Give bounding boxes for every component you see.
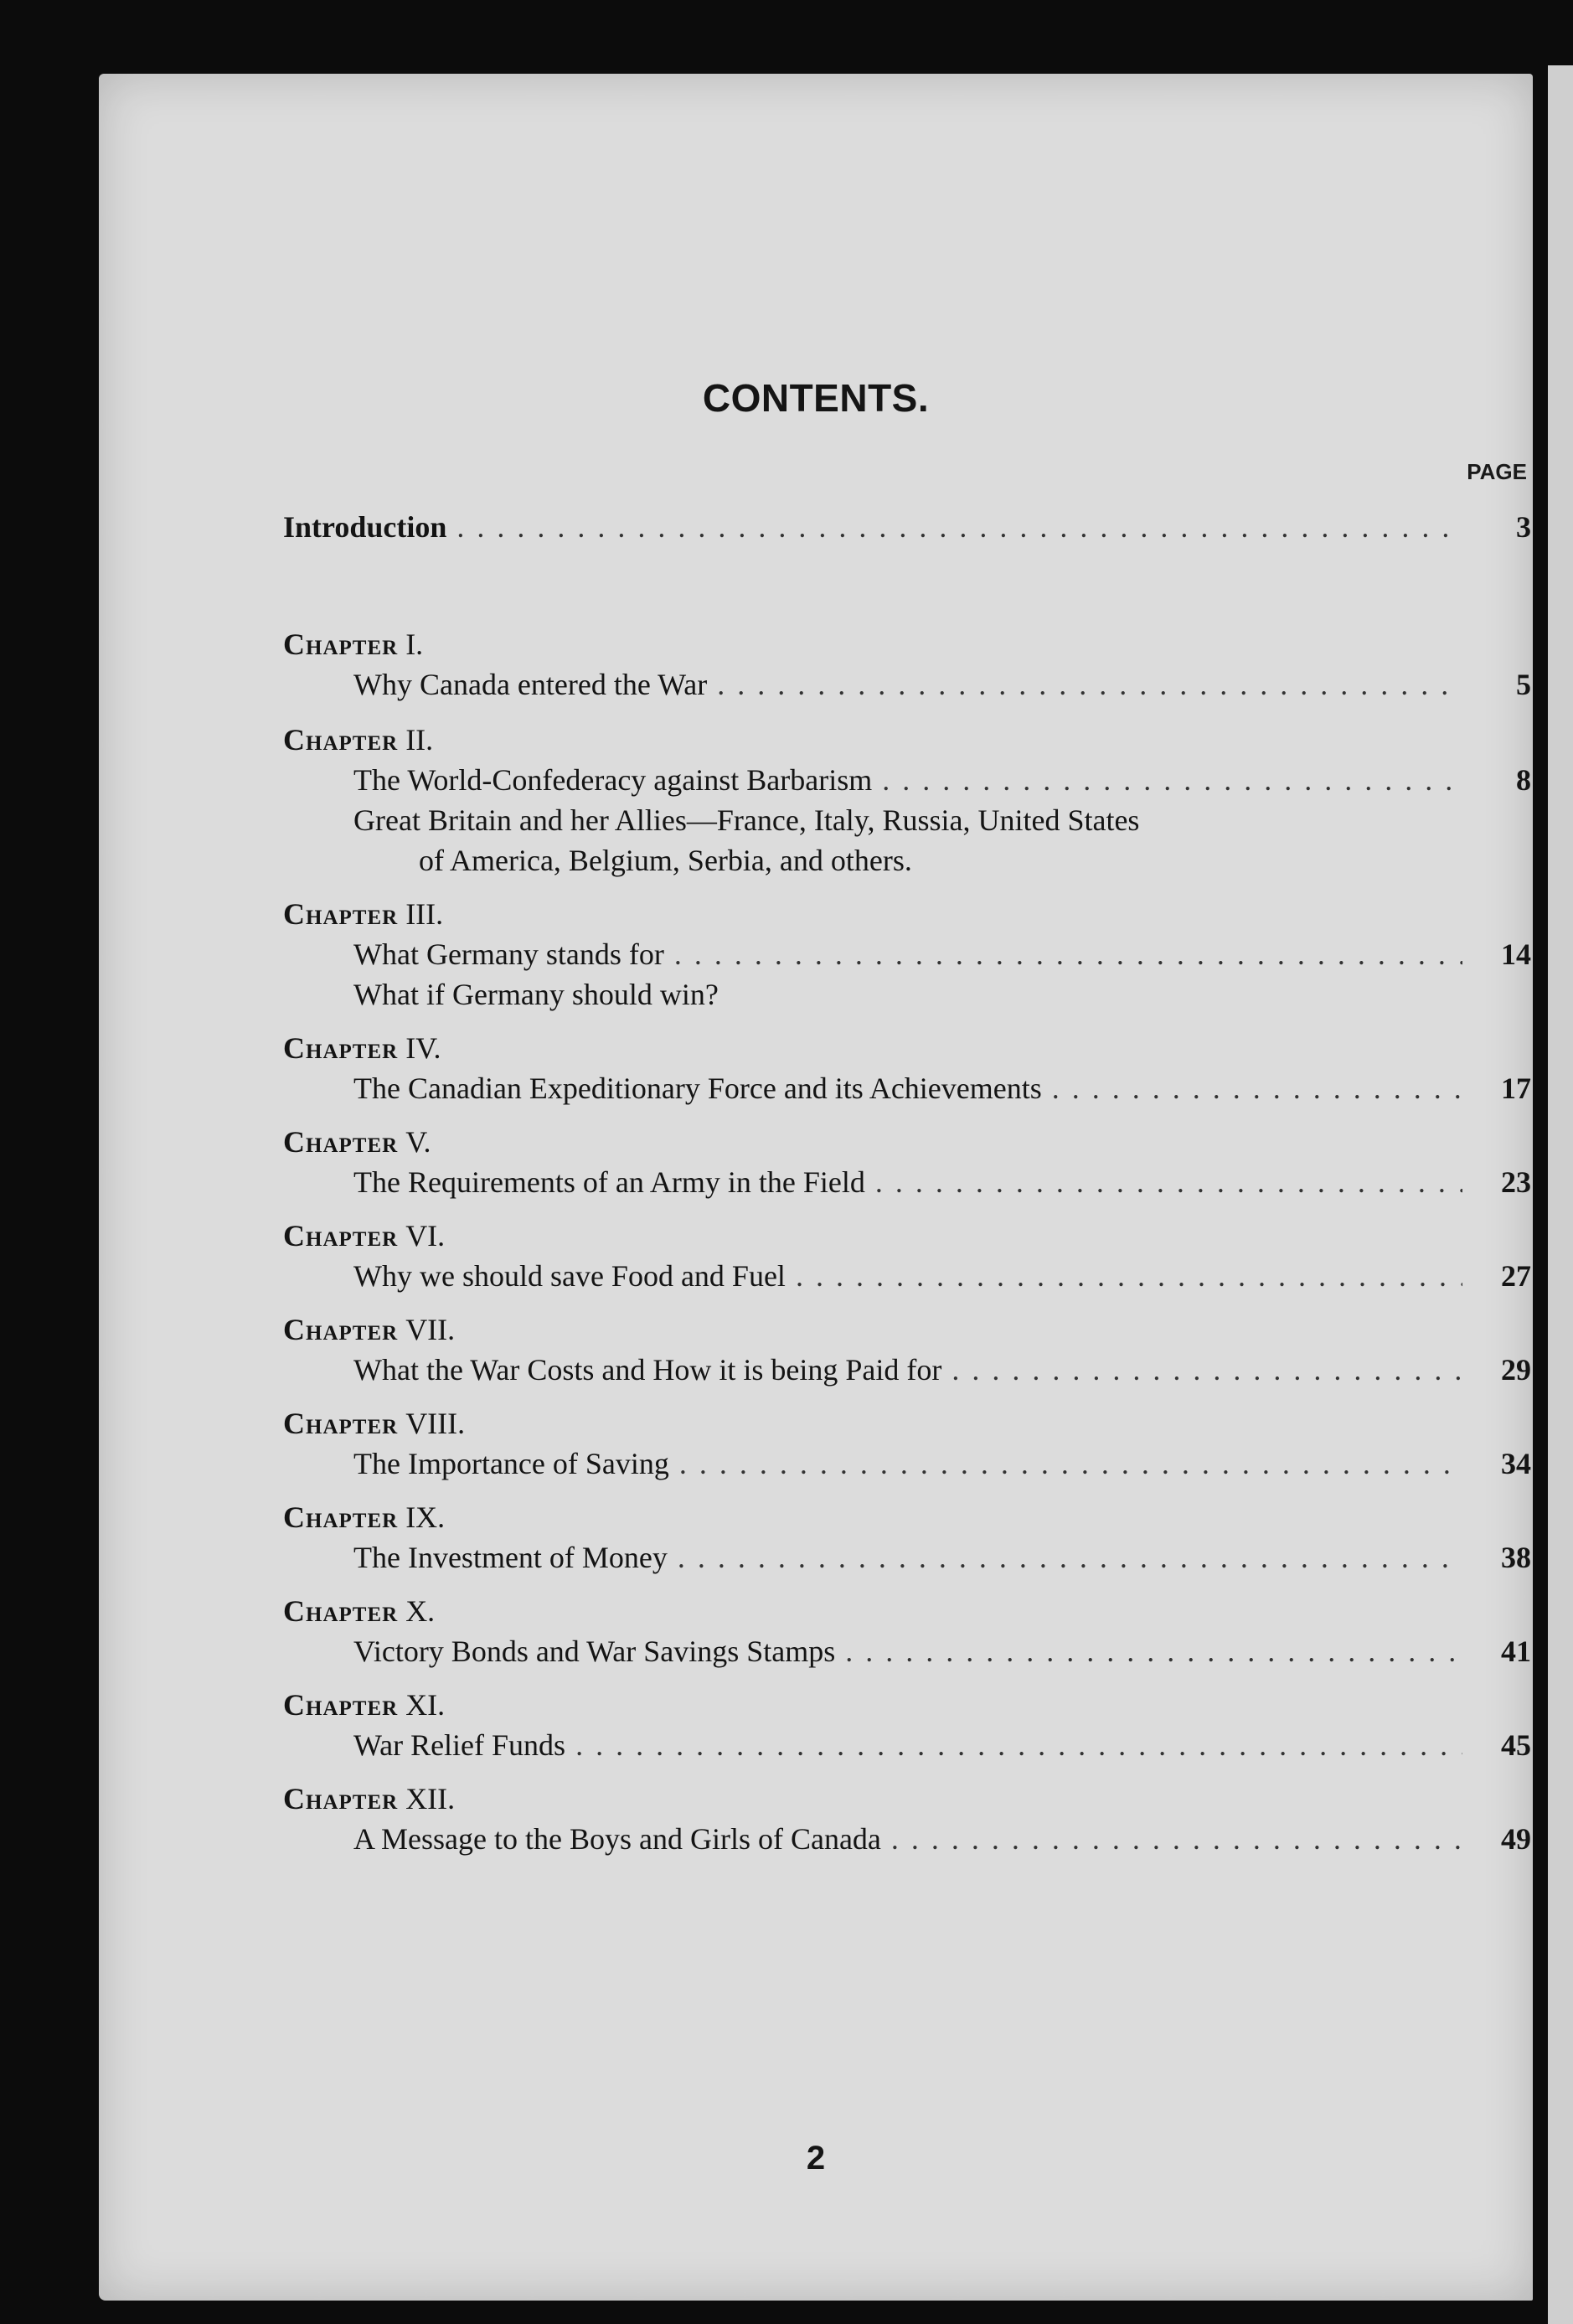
chapter-numeral: VI. [405,1219,446,1252]
toc-entry [283,1165,1531,1205]
toc-entry-title: Why Canada entered the War [353,668,708,701]
toc-subentry [283,977,1531,1017]
chapter-heading [283,1124,1531,1165]
dot-leader [679,1446,1462,1481]
toc-entry-title: Why we should save Food and Fuel [353,1259,786,1293]
toc-entry [283,1071,1531,1111]
chapter-numeral: IV. [405,1031,441,1065]
toc-entry [283,1634,1531,1674]
chapter-label: Chapter [283,1031,399,1065]
dot-leader [796,1258,1462,1294]
chapter-heading [283,1030,1531,1071]
chapter-heading [283,722,1531,762]
toc-entry-title: What Germany stands for [353,937,664,971]
page-title: CONTENTS. [702,376,930,420]
toc-entry [283,762,1531,803]
dot-leader [678,1540,1462,1575]
chapter-numeral: V. [405,1125,431,1159]
toc-entry-page: 34 [1501,1447,1531,1480]
chapter-heading [283,1312,1531,1352]
toc-entry-page: 38 [1501,1541,1531,1574]
chapter-label: Chapter [283,1219,399,1252]
toc-entry-title: The Investment of Money [353,1541,668,1574]
chapter-label: Chapter [283,1407,399,1440]
toc-entry-page: 27 [1501,1259,1531,1293]
chapter-numeral: XII. [405,1782,456,1815]
chapter-numeral: III. [405,897,444,931]
toc-entry-page: 49 [1501,1822,1531,1856]
chapter-label: Chapter [283,1782,399,1815]
toc-subentry [283,843,1531,883]
chapter-numeral: VII. [405,1313,456,1346]
toc-subentry [283,803,1531,843]
toc-entry-page: 14 [1501,937,1531,971]
toc-subentry-text: of America, Belgium, Serbia, and others. [419,844,912,877]
dot-leader [1052,1071,1462,1106]
chapter-numeral: XI. [405,1688,446,1722]
toc-entry-title: The Importance of Saving [353,1447,669,1480]
dot-leader [882,762,1462,798]
toc-subentry-text: What if Germany should win? [353,978,719,1011]
toc-entry-page: 3 [1516,510,1531,544]
chapter-numeral: VIII. [405,1407,466,1440]
toc-entry-page: 5 [1516,668,1531,701]
toc-entry [283,937,1531,977]
toc-entry [283,1821,1531,1862]
adjacent-page-edge [1548,65,1573,2324]
chapter-numeral: I. [405,627,424,661]
toc-entry [283,1728,1531,1768]
chapter-label: Chapter [283,723,399,757]
toc-entry [283,1446,1531,1486]
dot-leader [845,1634,1462,1669]
toc-entry [283,1540,1531,1580]
chapter-heading [283,1687,1531,1728]
toc-entry-page: 23 [1501,1165,1531,1199]
toc-entry [283,1352,1531,1392]
toc-subentry-text: Great Britain and her Allies—France, Italy, Russia, United States [353,803,1140,837]
chapter-heading [283,1593,1531,1634]
chapter-label: Chapter [283,1500,399,1534]
chapter-label: Chapter [283,1125,399,1159]
page-number: 2 [806,2140,826,2177]
dot-leader [674,937,1462,972]
chapter-heading [283,1500,1531,1540]
dot-leader [456,509,1462,545]
toc-entry-title: The World-Confederacy against Barbarism [353,763,873,797]
toc-entry-title: Victory Bonds and War Savings Stamps [353,1635,836,1668]
toc-entry-page: 29 [1501,1353,1531,1387]
dot-leader [717,667,1462,702]
chapter-label: Chapter [283,627,399,661]
chapter-heading [283,1781,1531,1821]
toc-entry-page: 45 [1501,1728,1531,1762]
chapter-heading [283,627,1531,667]
chapter-label: Chapter [283,1688,399,1722]
chapter-label: Chapter [283,897,399,931]
toc-entry-title: What the War Costs and How it is being Paid for [353,1353,942,1387]
dot-leader [575,1728,1462,1763]
toc-entry-page: 8 [1516,763,1531,797]
toc-entry-title: The Requirements of an Army in the Field [353,1165,865,1199]
chapter-numeral: II. [405,723,434,757]
toc-entry [283,1258,1531,1299]
dot-leader [891,1821,1462,1857]
dot-leader [875,1165,1462,1200]
chapter-label: Chapter [283,1313,399,1346]
chapter-heading [283,896,1531,937]
chapter-label: Chapter [283,1594,399,1628]
toc-entry [283,509,1531,550]
document-page [99,74,1533,2301]
toc-entry-title: The Canadian Expeditionary Force and its Achievements [353,1072,1042,1105]
toc-entry [283,667,1531,707]
toc-entry-page: 41 [1501,1635,1531,1668]
toc-entry-title: A Message to the Boys and Girls of Canada [353,1822,881,1856]
chapter-numeral: X. [405,1594,436,1628]
toc-entry-title: Introduction [283,510,447,544]
chapter-numeral: IX. [405,1500,446,1534]
toc-entry-page: 17 [1501,1072,1531,1105]
toc-entry-title: War Relief Funds [353,1728,566,1762]
dot-leader [952,1352,1462,1387]
page-column-header: PAGE [1467,459,1527,484]
chapter-heading [283,1218,1531,1258]
chapter-heading [283,1406,1531,1446]
